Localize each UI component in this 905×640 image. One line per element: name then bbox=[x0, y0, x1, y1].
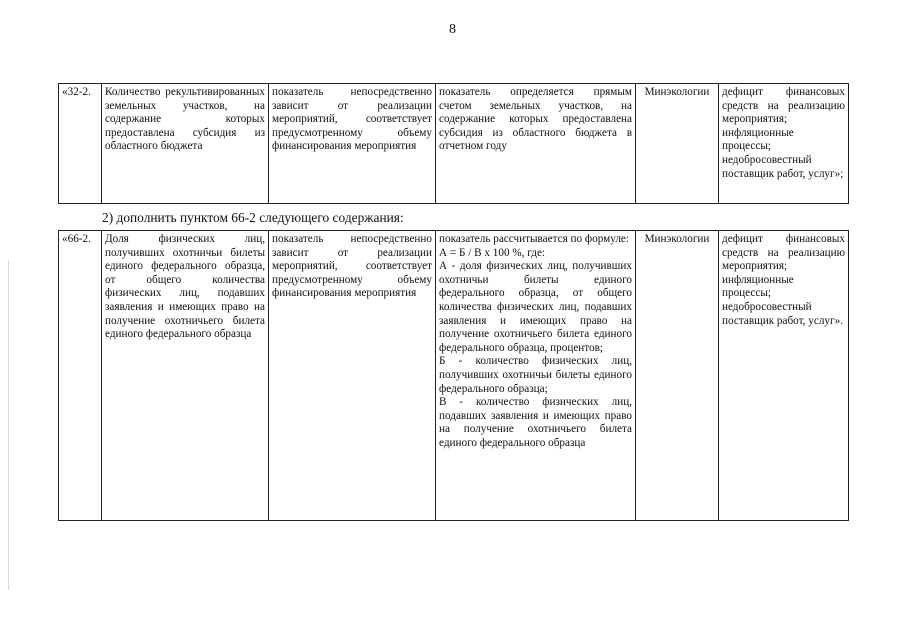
page-number: 8 bbox=[449, 22, 456, 37]
method-intro: показатель рассчитывается по формуле: bbox=[439, 233, 630, 245]
indicator-name: Доля физических лиц, получивших охотничьи билеты единого федерального образца, от общего количества физических лиц, подавших заявления и имеющих право на получение охотничьего билета единого федерального образца bbox=[102, 231, 269, 521]
risk-factors: дефицит финансовых средств на реализацию мероприятия; инфляционные процессы; недобросовестный поставщик работ, услуг»; bbox=[719, 84, 849, 204]
table-row bbox=[59, 231, 849, 521]
amendment-instruction: 2) дополнить пунктом 66-2 следующего содержания: bbox=[102, 210, 404, 225]
responsible-body: Минэкологии bbox=[636, 231, 719, 521]
method-formula: А = Б / В х 100 %, где: bbox=[439, 246, 546, 259]
row-number: «66-2. bbox=[59, 231, 102, 521]
responsible-body: Минэкологии bbox=[636, 84, 719, 204]
indicator-dependence: показатель непосредственно зависит от реализации мероприятий, соответствует предусмотренному объему финансирования мероприятия bbox=[269, 84, 436, 204]
indicator-dependence: показатель непосредственно зависит от реализации мероприятий, соответствует предусмотренному объему финансирования мероприятия bbox=[269, 231, 436, 521]
risk-factors: дефицит финансовых средств на реализацию мероприятия; инфляционные процессы; недобросовестный поставщик работ, услуг». bbox=[719, 231, 849, 521]
row-number: «32-2. bbox=[59, 84, 102, 204]
method-term-a: А - доля физических лиц, получивших охотничьи билеты единого федерального образца, от общего количества физических лиц, подавших заявления и имеющих право на получение охотничьего билета единого федерального образца, процентов; bbox=[439, 260, 632, 354]
method-term-v: В - количество физических лиц, подавших заявления и имеющих право на получение охотничьего билета единого федерального образца bbox=[439, 396, 632, 449]
indicator-name: Количество рекультивированных земельных участков, на содержание которых предоставлена субсидия из областного бюджета bbox=[102, 84, 269, 204]
calculation-method: показатель определяется прямым счетом земельных участков, на содержание которых предоставлена субсидия из областного бюджета в отчетном году bbox=[436, 84, 636, 204]
indicator-table-66-2 bbox=[58, 230, 849, 521]
calculation-method bbox=[436, 231, 636, 521]
indicator-table-32-2 bbox=[58, 83, 849, 204]
method-term-b: Б - количество физических лиц, получивших охотничьи билеты единого федерального образца; bbox=[439, 355, 632, 395]
table-row bbox=[59, 84, 849, 204]
scan-margin-line bbox=[8, 260, 9, 590]
